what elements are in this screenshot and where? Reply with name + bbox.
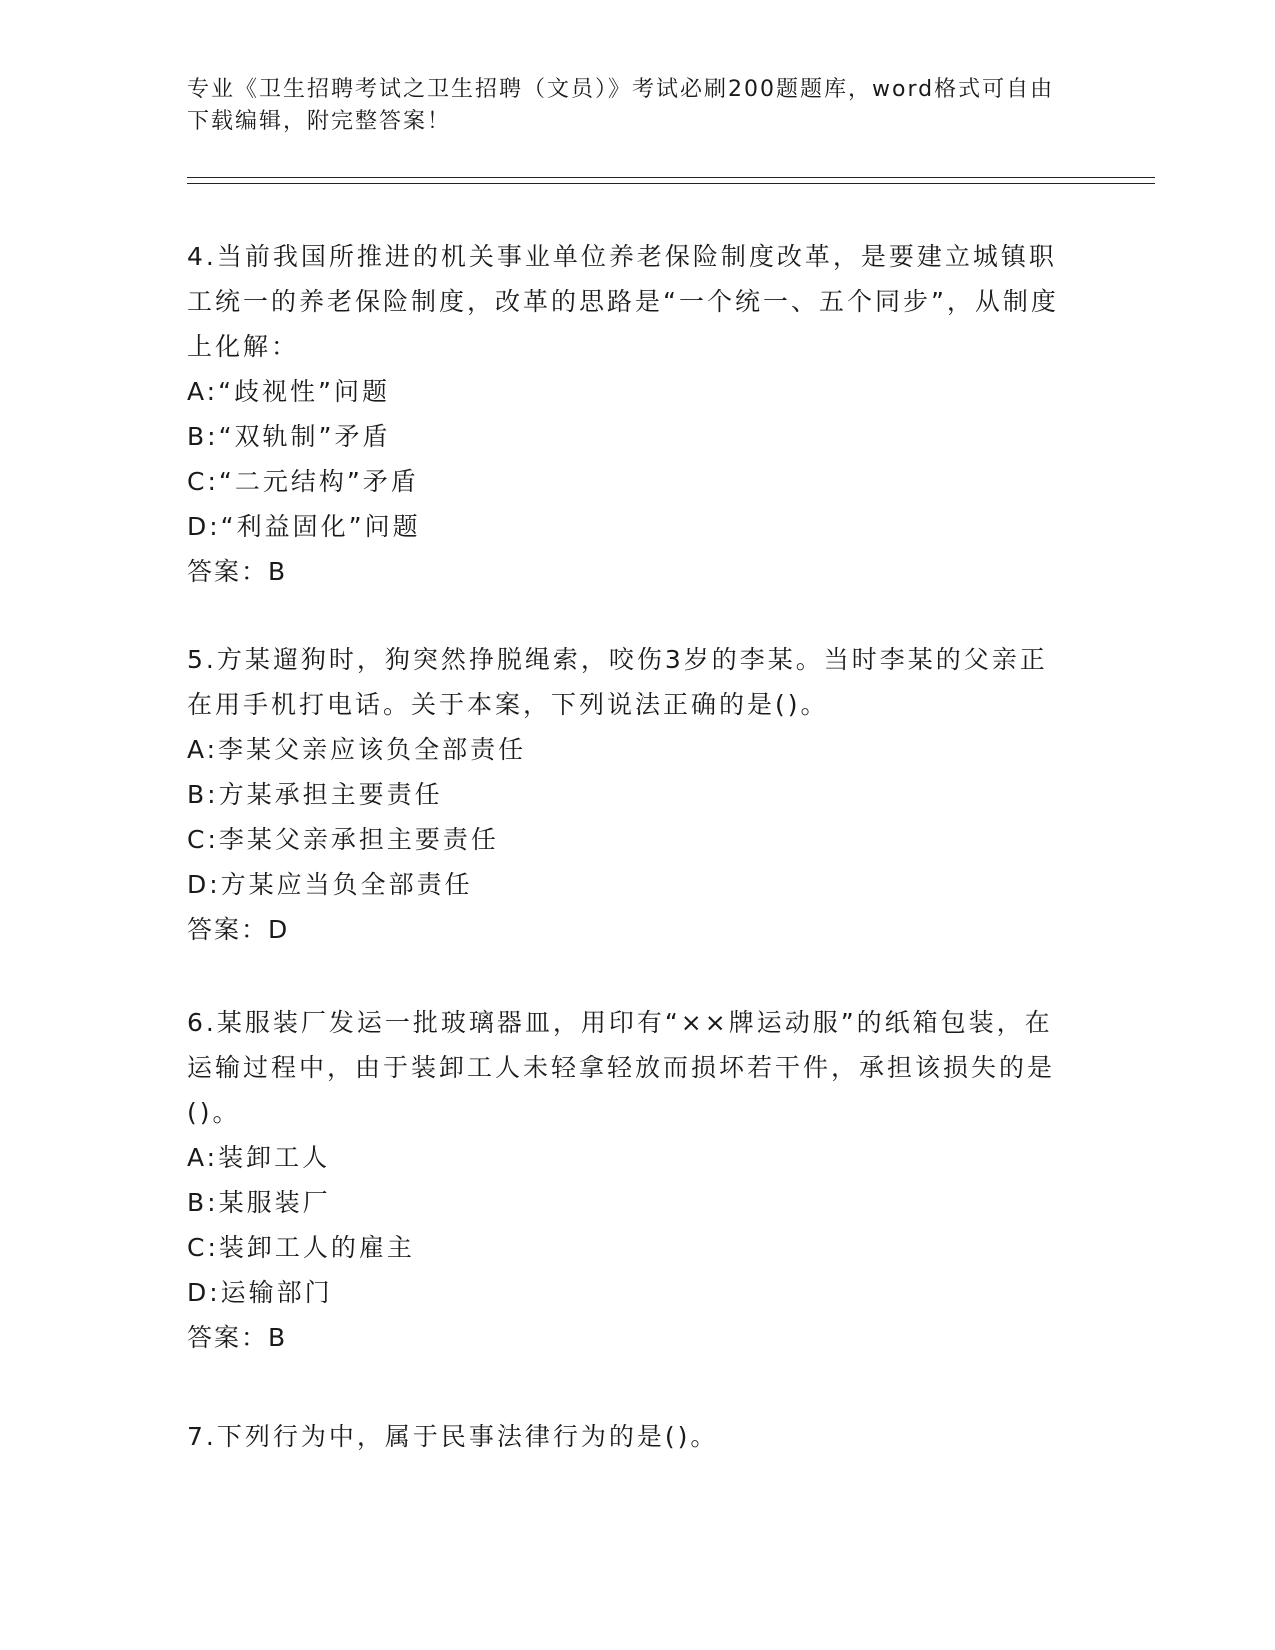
header-divider-bottom	[187, 183, 1155, 184]
option-d: D:“利益固化”问题	[187, 512, 421, 541]
question-stem: 5.方某遛狗时，狗突然挣脱绳索，咬伤3岁的李某。当时李某的父亲正在用手机打电话。关于本案，下列说法正确的是()。	[187, 645, 1048, 719]
document-header: 专业《卫生招聘考试之卫生招聘（文员）》考试必刷200题题库，word格式可自由下载编辑，附完整答案！	[187, 77, 1055, 134]
option-d: D:方某应当负全部责任	[187, 870, 473, 899]
option-a: A:李某父亲应该负全部责任	[187, 735, 527, 764]
header-divider-top	[187, 177, 1155, 178]
option-c: C:李某父亲承担主要责任	[187, 825, 499, 854]
question-5	[187, 637, 1067, 952]
question-stem: 6.某服装厂发运一批玻璃器皿，用印有“××牌运动服”的纸箱包装，在运输过程中，由于装卸工人未轻拿轻放而损坏若干件，承担该损失的是()。	[187, 1008, 1056, 1127]
question-stem: 7.下列行为中，属于民事法律行为的是()。	[187, 1422, 719, 1451]
question-4	[187, 234, 1067, 594]
answer: 答案：D	[187, 915, 290, 944]
answer: 答案：B	[187, 1323, 288, 1352]
option-a: A:“歧视性”问题	[187, 377, 390, 406]
option-c: C:“二元结构”矛盾	[187, 467, 419, 496]
option-a: A:装卸工人	[187, 1143, 331, 1172]
option-b: B:“双轨制”矛盾	[187, 422, 391, 451]
option-b: B:方某承担主要责任	[187, 780, 443, 809]
option-c: C:装卸工人的雇主	[187, 1233, 415, 1262]
question-stem: 4.当前我国所推进的机关事业单位养老保险制度改革，是要建立城镇职工统一的养老保险制度，改革的思路是“一个统一、五个同步”，从制度上化解：	[187, 242, 1059, 361]
question-7	[187, 1414, 1067, 1459]
answer: 答案：B	[187, 557, 288, 586]
option-d: D:运输部门	[187, 1278, 333, 1307]
option-b: B:某服装厂	[187, 1188, 331, 1217]
question-6	[187, 1000, 1067, 1360]
